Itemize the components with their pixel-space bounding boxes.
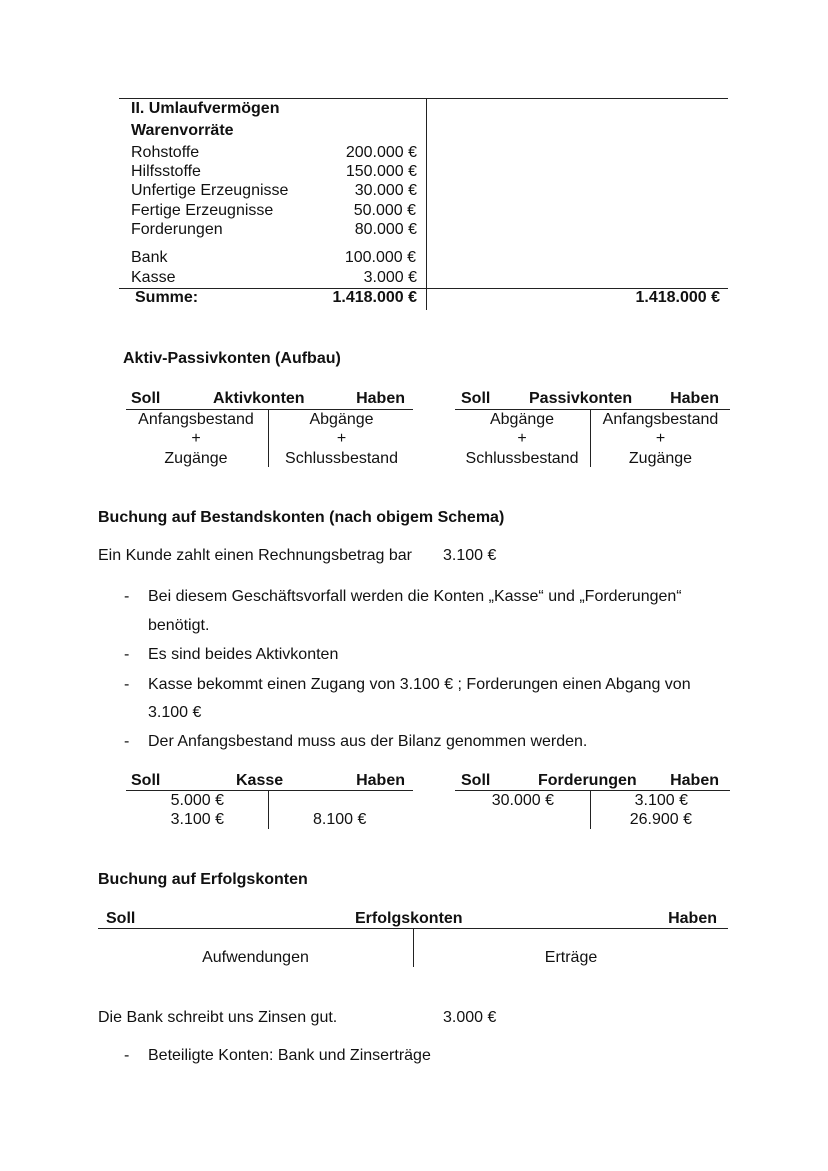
list-item: benötigt. xyxy=(148,617,210,634)
account-name: Erfolgskonten xyxy=(355,910,463,927)
section-heading: II. Umlaufvermögen xyxy=(131,100,280,117)
sum-right: 1.418.000 € xyxy=(635,289,720,306)
bullet-dash: - xyxy=(124,1047,130,1064)
cell: + xyxy=(191,430,201,447)
cell: 8.100 € xyxy=(313,811,367,828)
cell: 26.900 € xyxy=(629,811,692,828)
list-item: Es sind beides Aktivkonten xyxy=(148,646,339,663)
haben-label: Haben xyxy=(670,390,719,407)
row-value: 3.000 € xyxy=(363,269,417,286)
list-item: Bei diesem Geschäftsvorfall werden die Konten „Kasse“ und „Forderungen“ xyxy=(148,588,682,605)
row-value: 100.000 € xyxy=(344,249,416,266)
list-item: Der Anfangsbestand muss aus der Bilanz genommen werden. xyxy=(148,733,588,750)
account-name: Kasse xyxy=(236,772,284,789)
list-item: Kasse bekommt einen Zugang von 3.100 € ; Forderungen einen Abgang von xyxy=(148,676,691,693)
soll-label: Soll xyxy=(106,910,136,927)
soll-label: Soll xyxy=(131,390,161,407)
bullet-dash: - xyxy=(124,676,130,693)
row-value: 200.000 € xyxy=(345,144,417,161)
bullet-dash: - xyxy=(124,646,130,663)
sum-label: Summe: xyxy=(135,289,199,306)
case-amount: 3.100 € xyxy=(443,547,497,564)
haben-label: Haben xyxy=(356,390,405,407)
cell: + xyxy=(517,430,527,447)
soll-label: Soll xyxy=(461,772,491,789)
divider xyxy=(268,790,269,829)
cell: + xyxy=(336,430,347,447)
row-label: Forderungen xyxy=(131,221,223,238)
row-value: 30.000 € xyxy=(354,182,417,199)
cell: Anfangsbestand xyxy=(138,411,254,428)
list-item: 3.100 € xyxy=(148,704,202,721)
cell: Schlussbestand xyxy=(465,450,579,467)
divider xyxy=(426,98,427,310)
haben-label: Haben xyxy=(668,910,717,927)
cell: 5.000 € xyxy=(170,792,224,809)
soll-label: Soll xyxy=(461,390,491,407)
row-label: Kasse xyxy=(131,269,176,286)
bestand-title: Buchung auf Bestandskonten (nach obigem Schema) xyxy=(98,509,505,526)
row-value: 80.000 € xyxy=(354,221,417,238)
cell: 3.100 € xyxy=(170,811,224,828)
row-label: Fertige Erzeugnisse xyxy=(131,202,274,219)
row-label: Bank xyxy=(131,249,168,266)
case-text: Die Bank schreibt uns Zinsen gut. xyxy=(98,1009,338,1026)
divider xyxy=(268,409,269,467)
row-label: Rohstoffe xyxy=(131,144,200,161)
bullet-dash: - xyxy=(124,588,130,605)
account-name: Forderungen xyxy=(538,772,637,789)
cell: + xyxy=(655,430,666,447)
account-name: Passivkonten xyxy=(529,390,633,407)
sum-left: 1.418.000 € xyxy=(332,289,417,306)
divider xyxy=(455,790,730,791)
soll-label: Soll xyxy=(131,772,161,789)
cell: Schlussbestand xyxy=(285,450,398,467)
divider xyxy=(126,790,413,791)
divider xyxy=(126,409,413,410)
haben-label: Haben xyxy=(356,772,405,789)
bullet-dash: - xyxy=(124,733,130,750)
cell: Erträge xyxy=(544,949,598,966)
cell: Anfangsbestand xyxy=(602,411,719,428)
row-value: 150.000 € xyxy=(345,163,417,180)
cell: 30.000 € xyxy=(491,792,554,809)
account-name: Aktivkonten xyxy=(213,390,305,407)
cell: Aufwendungen xyxy=(202,949,309,966)
case-amount: 3.000 € xyxy=(443,1009,497,1026)
row-value: 50.000 € xyxy=(353,202,416,219)
list-item: Beteiligte Konten: Bank und Zinserträge xyxy=(148,1047,431,1064)
case-text: Ein Kunde zahlt einen Rechnungsbetrag bar xyxy=(98,547,412,564)
cell: 3.100 € xyxy=(634,792,688,809)
haben-label: Haben xyxy=(670,772,719,789)
row-label: Unfertige Erzeugnisse xyxy=(131,182,289,199)
divider xyxy=(590,790,591,829)
cell: Abgänge xyxy=(309,411,374,428)
divider xyxy=(119,98,728,99)
row-label: Hilfsstoffe xyxy=(131,163,201,180)
divider xyxy=(455,409,730,410)
subheading: Warenvorräte xyxy=(131,122,234,139)
cell: Zugänge xyxy=(628,450,693,467)
aufbau-title: Aktiv-Passivkonten (Aufbau) xyxy=(123,350,341,367)
cell: Zugänge xyxy=(164,450,228,467)
erfolg-title: Buchung auf Erfolgskonten xyxy=(98,871,308,888)
cell: Abgänge xyxy=(489,411,555,428)
